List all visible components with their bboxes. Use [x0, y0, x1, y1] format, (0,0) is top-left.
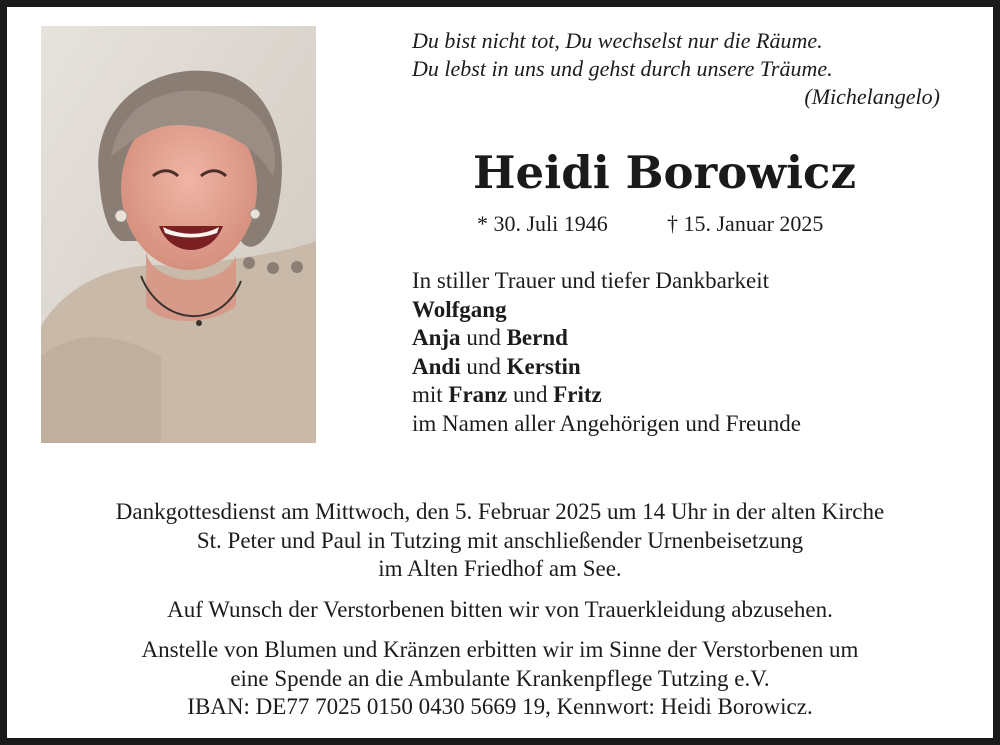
donation-line: eine Spende an die Ambulante Krankenpflege Tutzing e.V.: [230, 665, 770, 691]
service-line: Dankgottesdienst am Mittwoch, den 5. Februar 2025 um 14 Uhr in der alten Kirche: [115, 499, 885, 524]
mourner-name: Anja: [412, 325, 461, 350]
donation-line: Anstelle von Blumen und Kränzen erbitten wir im Sinne der Verstorbenen um: [141, 637, 859, 662]
death-date: † 15. Januar 2025: [667, 211, 824, 236]
portrait-photo: [41, 26, 316, 443]
mourner-row: [412, 324, 952, 353]
mourner-name: Fritz: [553, 382, 602, 407]
mourner-name: Bernd: [506, 325, 568, 350]
spacer: [7, 584, 993, 596]
mourner-row: [412, 353, 952, 382]
obituary-card: [7, 7, 993, 738]
donation-iban: IBAN: DE77 7025 0150 0430 5669 19, Kennwort: Heidi Borowicz.: [187, 694, 813, 719]
mourners-closing: im Namen aller Angehörigen und Freunde: [412, 410, 801, 436]
conjunction: und: [460, 325, 507, 350]
deceased-name: Heidi Borowicz: [472, 146, 857, 199]
mourner-row: [412, 296, 952, 325]
mourner-row: [412, 381, 952, 410]
mourners-block: [412, 267, 952, 438]
mourner-name: Franz: [448, 382, 508, 407]
quote-author: (Michelangelo): [804, 84, 940, 109]
conjunction: und: [507, 382, 554, 407]
quote-line: Du lebst in uns und gehst durch unsere Träume.: [412, 56, 833, 81]
prefix: mit: [412, 382, 449, 407]
service-info: [7, 498, 993, 722]
service-line: im Alten Friedhof am See.: [378, 556, 622, 581]
mourner-name: Wolfgang: [412, 296, 507, 322]
spacer: [7, 624, 993, 636]
mourner-name: Kerstin: [506, 353, 581, 379]
birth-date: * 30. Juli 1946: [477, 211, 608, 236]
conjunction: und: [460, 353, 507, 379]
quote-block: [412, 27, 942, 111]
request-line: Auf Wunsch der Verstorbenen bitten wir von Trauerkleidung abzusehen.: [167, 596, 833, 622]
service-line: St. Peter und Paul in Tutzing mit anschließender Urnenbeisetzung: [196, 527, 804, 553]
mourners-intro: In stiller Trauer und tiefer Dankbarkeit: [412, 268, 770, 293]
mourner-name: Andi: [412, 353, 461, 379]
quote-line: Du bist nicht tot, Du wechselst nur die Räume.: [412, 28, 823, 53]
life-dates: [477, 210, 897, 238]
portrait-illustration: [41, 26, 316, 443]
